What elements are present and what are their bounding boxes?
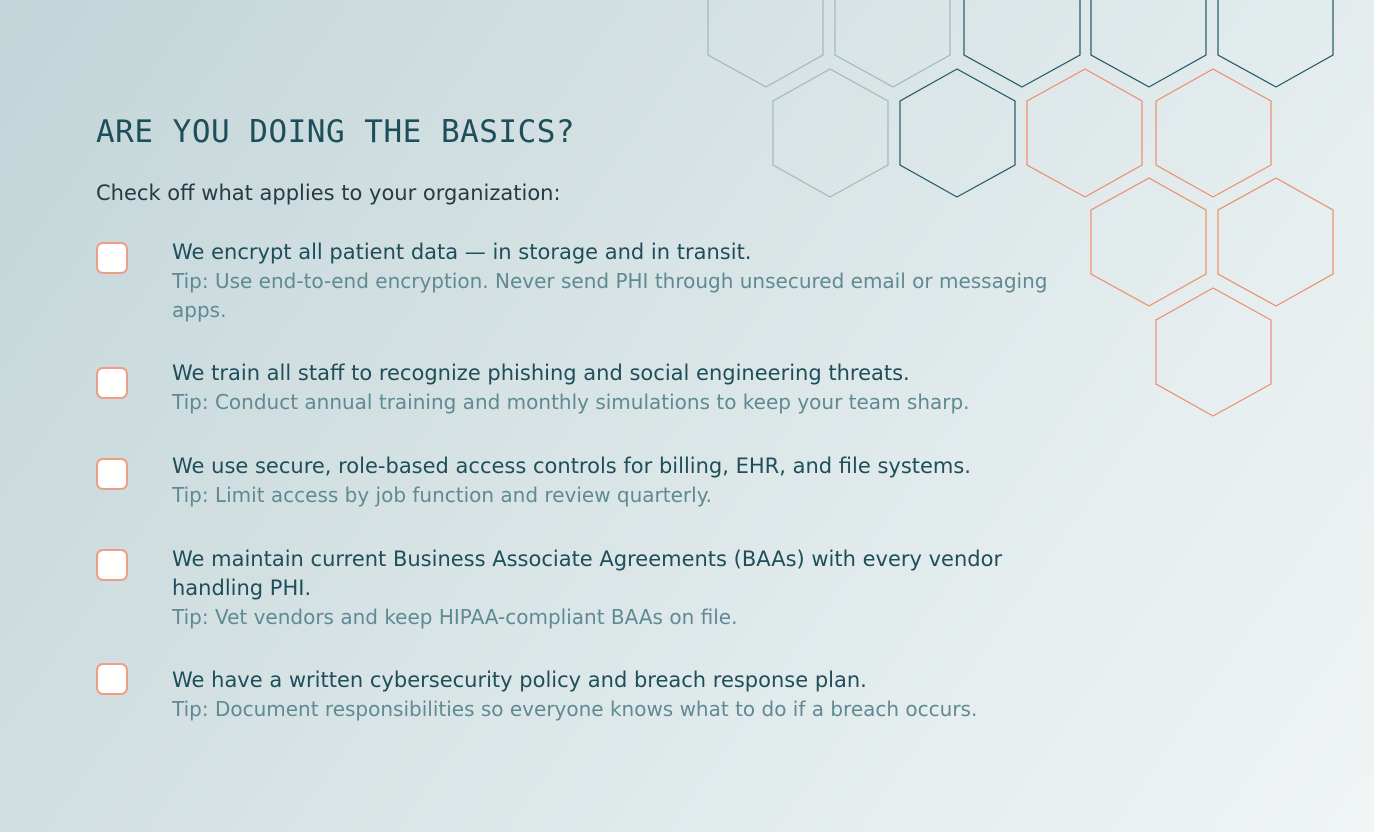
checklist-item-tip: Tip: Limit access by job function and review quarterly. — [172, 483, 713, 507]
checkbox[interactable] — [96, 663, 128, 695]
checklist-item-tip: Tip: Document responsibilities so everyone knows what to do if a breach occurs. — [172, 697, 978, 721]
checklist-item-title: We maintain current Business Associate Agreements (BAAs) with every vendor handling PHI. — [172, 547, 1003, 600]
hexagon-outline — [1218, 178, 1333, 306]
checkbox[interactable] — [96, 458, 128, 490]
checklist-item-text — [172, 238, 1062, 325]
page-title: ARE YOU DOING THE BASICS? — [96, 114, 576, 150]
checklist-item-tip: Tip: Vet vendors and keep HIPAA-compliant BAAs on file. — [172, 605, 738, 629]
hexagon-outline — [964, 0, 1080, 87]
hexagon-outline — [1091, 178, 1206, 306]
hexagon-outline — [1156, 288, 1271, 416]
hexagon-outline — [1156, 69, 1271, 197]
checklist-item-text — [172, 359, 1062, 417]
checklist-item-title: We train all staff to recognize phishing and social engineering threats. — [172, 361, 910, 385]
checklist-item-text — [172, 666, 1062, 724]
checklist-item-tip: Tip: Conduct annual training and monthly simulations to keep your team sharp. — [172, 390, 970, 414]
checkbox[interactable] — [96, 367, 128, 399]
checklist-item-title: We use secure, role-based access controls for billing, EHR, and file systems. — [172, 454, 971, 478]
hexagon-outline — [708, 0, 823, 87]
checkbox[interactable] — [96, 549, 128, 581]
checklist-item-title: We have a written cybersecurity policy and breach response plan. — [172, 668, 867, 692]
hexagon-outline — [773, 69, 888, 197]
checklist-item-text — [172, 545, 1062, 632]
hexagon-outline — [835, 0, 950, 87]
checkbox[interactable] — [96, 242, 128, 274]
hexagon-outline — [1218, 0, 1333, 87]
checklist-item-text — [172, 452, 1062, 510]
checklist-item-title: We encrypt all patient data — in storage and in transit. — [172, 240, 752, 264]
hexagon-outline — [900, 69, 1015, 197]
hexagon-outline — [1091, 0, 1206, 87]
checklist-item-tip: Tip: Use end-to-end encryption. Never send PHI through unsecured email or messaging apps. — [172, 269, 1048, 322]
intro-text: Check off what applies to your organization: — [96, 181, 561, 205]
hexagon-outline — [1027, 69, 1142, 197]
